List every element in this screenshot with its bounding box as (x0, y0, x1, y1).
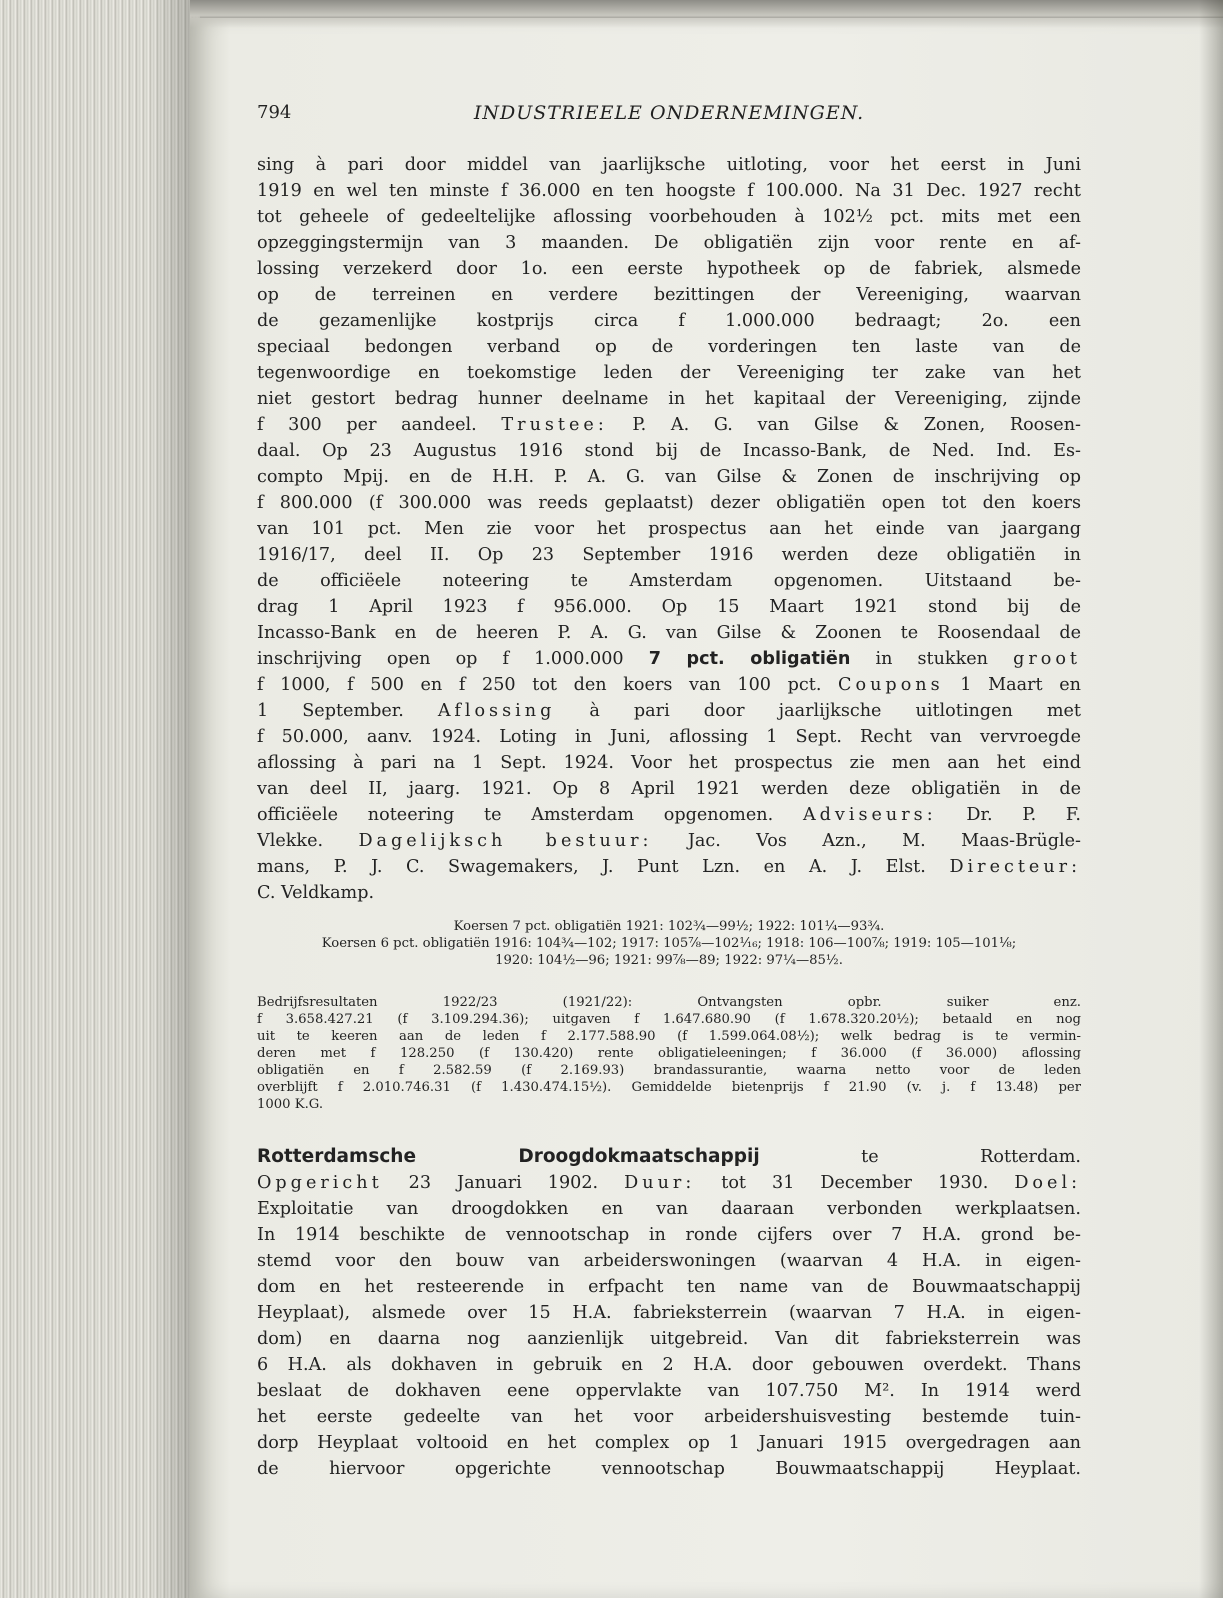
text-line (257, 1170, 1081, 1196)
text-run: in stukken (850, 649, 1014, 669)
results-line: uit te keeren aan de leden f 2.177.588.90 (f 1.599.064.08½); welk bedrag is te vermin- (257, 1029, 1081, 1044)
company-name: Rotterdamsche Droogdokmaatschappij (257, 1146, 760, 1167)
results-line: deren met f 128.250 (f 130.420) rente obligatieleeningen; f 36.000 (f 36.000) aflossing (257, 1046, 1081, 1061)
text-line (257, 1300, 1081, 1326)
text-line (257, 1326, 1081, 1352)
text-run: dom) en daarna nog aanzienlijk uitgebreid. Van dit fabrieksterrein was (257, 1329, 1081, 1349)
text-line (257, 178, 1081, 204)
quote-line-6pct-cont: 1920: 104½—96; 1921: 99⅞—89; 1922: 97¼—85½. (495, 953, 843, 968)
page-header (257, 102, 1081, 130)
business-results (257, 994, 1081, 1113)
text-line (257, 568, 1081, 594)
results-line: 1000 K.G. (257, 1097, 324, 1112)
text-run: Adviseurs: (802, 805, 937, 825)
text-run: inschrijving open op f 1.000.000 (257, 649, 649, 669)
text-line (257, 1404, 1081, 1430)
text-run: P. A. G. van Gilse & Zonen, Roosen- (607, 415, 1081, 435)
results-line: overblijft f 2.010.746.31 (f 1.430.474.15½). Gemiddelde bietenprijs f 21.90 (v. j. f 13.48) per (257, 1080, 1081, 1095)
text-line (257, 1222, 1081, 1248)
text-line (257, 230, 1081, 256)
text-run: Opgericht (257, 1173, 383, 1193)
text-run: Aflossing (437, 701, 556, 721)
text-run: f 800.000 (f 300.000 was reeds geplaatst) dezer obligatiën open tot den koers (257, 493, 1081, 513)
text-run: mans, P. J. C. Swagemakers, J. Punt Lzn. en A. J. Elst. (257, 857, 950, 877)
text-line (257, 282, 1081, 308)
text-run: lossing verzekerd door 1o. een eerste hypotheek op de fabriek, alsmede (257, 259, 1081, 279)
text-run: Coupons (838, 675, 944, 695)
text-line (257, 464, 1081, 490)
text-line (257, 542, 1081, 568)
text-run: Directeur: (949, 857, 1081, 877)
text-run: 7 pct. obligatiën (648, 649, 851, 669)
text-run: het eerste gedeelte van het voor arbeidershuisvesting bestemde tuin- (257, 1407, 1081, 1427)
top-edge-shadow (190, 0, 1223, 28)
results-line: obligatiën en f 2.582.59 (f 2.169.93) brandassurantie, waarna netto voor de leden (257, 1063, 1081, 1078)
text-line (257, 646, 1081, 672)
text-run: 1 Maart en (943, 675, 1081, 695)
text-line (257, 672, 1081, 698)
text-run: Dr. P. F. (936, 805, 1081, 825)
text-run: In 1914 beschikte de vennootschap in ronde cijfers over 7 H.A. grond be- (257, 1225, 1081, 1245)
text-line (257, 594, 1081, 620)
text-line (257, 516, 1081, 542)
text-run: 6 H.A. als dokhaven in gebruik en 2 H.A. door gebouwen overdekt. Thans (257, 1355, 1081, 1375)
text-run: drag 1 April 1923 f 956.000. Op 15 Maart 1921 stond bij de (257, 597, 1081, 617)
text-line (257, 308, 1081, 334)
text-run: beslaat de dokhaven eene oppervlakte van 107.750 M². In 1914 werd (257, 1381, 1081, 1401)
text-run: aflossing à pari na 1 Sept. 1924. Voor het prospectus zie men aan het eind (257, 753, 1081, 773)
body-text-section-1 (257, 152, 1081, 906)
text-line (257, 854, 1081, 880)
quote-line-6pct: Koersen 6 pct. obligatiën 1916: 104¾—102; 1917: 105⅞—102⅟₁₆; 1918: 106—100⅞; 1919: 105—101⅛; (321, 936, 1017, 951)
text-run: Heyplaat), alsmede over 15 H.A. fabrieksterrein (waarvan 7 H.A. in eigen- (257, 1303, 1081, 1323)
results-line: f 3.658.427.21 (f 3.109.294.36); uitgaven f 1.647.680.90 (f 1.678.320.20½); betaald en nog (257, 1012, 1081, 1027)
text-line (257, 204, 1081, 230)
text-run: niet gestort bedrag hunner deelname in het kapitaal der Vereeniging, zijnde (257, 389, 1081, 409)
text-run: tegenwoordige en toekomstige leden der Vereeniging ter zake van het (257, 363, 1081, 383)
results-line: Bedrijfsresultaten 1922/23 (1921/22): Ontvangsten opbr. suiker enz. (257, 995, 1081, 1010)
text-line (257, 776, 1081, 802)
running-title: INDUSTRIEELE ONDERNEMINGEN. (473, 102, 865, 124)
text-run: de gezamenlijke kostprijs circa f 1.000.000 bedraagt; 2o. een (257, 311, 1081, 331)
text-line (257, 490, 1081, 516)
text-run: tot 31 December 1930. (695, 1173, 1015, 1193)
text-line (257, 438, 1081, 464)
text-line (257, 412, 1081, 438)
text-run: stemd voor den bouw van arbeiderswoningen (waarvan 4 H.A. in eigen- (257, 1251, 1081, 1271)
text-line (257, 1430, 1081, 1456)
text-run: dorp Heyplaat voltooid en het complex op 1 Januari 1915 overgedragen aan (257, 1433, 1081, 1453)
text-run: compto Mpij. en de H.H. P. A. G. van Gilse & Zonen de inschrijving op (257, 467, 1081, 487)
text-line (257, 828, 1081, 854)
text-run: 1 September. (257, 701, 438, 721)
text-run: Dagelijksch bestuur: (358, 831, 653, 851)
text-line (257, 152, 1081, 178)
text-run: opzeggingstermijn van 3 maanden. De obligatiën zijn voor rente en af- (257, 233, 1081, 253)
text-run: f 1000, f 500 en f 250 tot den koers van 100 pct. (257, 675, 839, 695)
text-run: 23 Januari 1902. (382, 1173, 625, 1193)
text-run: dom en het resteerende in erfpacht ten name van de Bouwmaatschappij (257, 1277, 1081, 1297)
text-run: officiëele noteering te Amsterdam opgenomen. (257, 805, 803, 825)
text-run: Doel: (1014, 1173, 1081, 1193)
text-line (257, 1274, 1081, 1300)
text-line (257, 334, 1081, 360)
text-run: Jac. Vos Azn., M. Maas-Brügle- (652, 831, 1081, 851)
text-line (257, 256, 1081, 282)
quote-line-7pct: Koersen 7 pct. obligatiën 1921: 102¾—99½; 1922: 101¼—93¾. (453, 919, 885, 934)
text-run: à pari door jaarlijksche uitlotingen met (555, 701, 1081, 721)
right-edge-shadow (1199, 0, 1223, 1598)
text-line (257, 1196, 1081, 1222)
text-line (257, 620, 1081, 646)
text-line (257, 1248, 1081, 1274)
text-line (257, 750, 1081, 776)
text-run: daal. Op 23 Augustus 1916 stond bij de Incasso-Bank, de Ned. Ind. Es- (257, 441, 1081, 461)
text-run: Trustee: (501, 415, 608, 435)
text-run: tot geheele of gedeeltelijke aflossing voorbehouden à 102½ pct. mits met een (257, 207, 1081, 227)
text-run: Exploitatie van droogdokken en van daaraan verbonden werkplaatsen. (257, 1199, 1081, 1219)
text-line (257, 880, 1081, 906)
text-line (257, 1144, 1081, 1170)
text-run: de officiëele noteering te Amsterdam opgenomen. Uitstaand be- (257, 571, 1081, 591)
body-text-section-2 (257, 1144, 1081, 1482)
text-run: 1919 en wel ten minste f 36.000 en ten hoogste f 100.000. Na 31 Dec. 1927 recht (257, 181, 1081, 201)
text-run: Incasso-Bank en de heeren P. A. G. van Gilse & Zoonen te Roosendaal de (257, 623, 1081, 643)
price-quotes (257, 918, 1081, 969)
text-line (257, 360, 1081, 386)
text-run: f 50.000, aanv. 1924. Loting in Juni, aflossing 1 Sept. Recht van vervroegde (257, 727, 1081, 747)
text-line (257, 1352, 1081, 1378)
text-run: de hiervoor opgerichte vennootschap Bouwmaatschappij Heyplaat. (257, 1459, 1081, 1479)
text-line (257, 1456, 1081, 1482)
text-run: groot (1013, 649, 1081, 669)
text-run: Vlekke. (257, 831, 359, 851)
text-run: te Rotterdam. (759, 1147, 1081, 1167)
text-line (257, 1378, 1081, 1404)
text-run: van 101 pct. Men zie voor het prospectus aan het einde van jaargang (257, 519, 1081, 539)
page-number: 794 (257, 102, 292, 123)
text-line (257, 802, 1081, 828)
text-run: Duur: (624, 1173, 696, 1193)
text-run: speciaal bedongen verband op de vorderingen ten laste van de (257, 337, 1081, 357)
text-run: van deel II, jaarg. 1921. Op 8 April 1921 werden deze obligatiën in de (257, 779, 1081, 799)
text-line (257, 386, 1081, 412)
text-run: f 300 per aandeel. (257, 415, 502, 435)
text-run: sing à pari door middel van jaarlijksche uitloting, voor het eerst in Juni (257, 155, 1081, 175)
text-line (257, 698, 1081, 724)
text-run: op de terreinen en verdere bezittingen der Vereeniging, waarvan (257, 285, 1081, 305)
text-line (257, 724, 1081, 750)
text-run: C. Veldkamp. (257, 883, 375, 903)
text-run: 1916/17, deel II. Op 23 September 1916 werden deze obligatiën in (257, 545, 1081, 565)
